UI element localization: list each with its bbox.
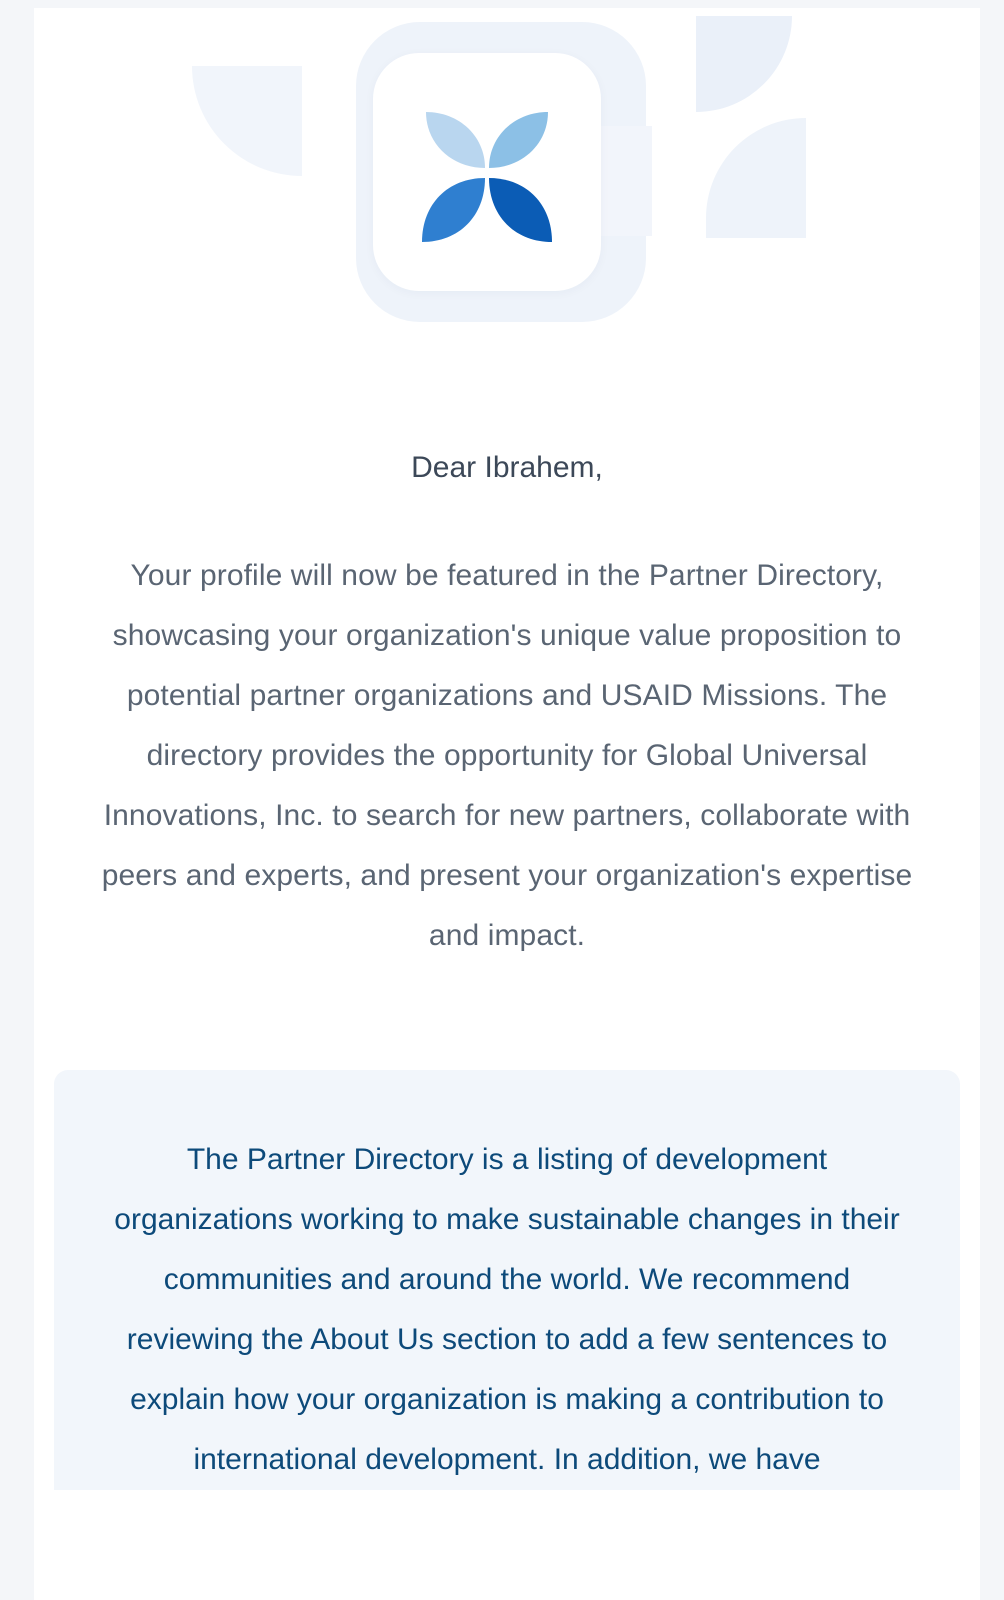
partner-directory-callout — [54, 1070, 960, 1490]
logo-card — [373, 53, 601, 291]
logo-hero-banner — [34, 8, 980, 408]
intro-paragraph: Your profile will now be featured in the Partner Directory, showcasing your organization's unique value proposition to potential partner organizations and USAID Missions. The directory provides the opportunity for Global Universal Innovations, Inc. to search for new partners, collaborate with peers and experts, and present your organization's expertise and impact. — [101, 559, 913, 952]
page-left-edge — [0, 0, 34, 1600]
greeting-line: Dear Ibrahem, — [411, 451, 603, 484]
decorative-shape-left — [192, 66, 302, 176]
page-right-edge — [980, 0, 1004, 1600]
page-top-strip — [0, 0, 1004, 8]
sprout-leaf-icon — [402, 82, 572, 262]
decorative-shape-right — [706, 118, 806, 238]
decorative-shape-top-right — [696, 16, 792, 112]
callout-text: The Partner Directory is a listing of development organizations working to make sustainable changes in their communities and around the world. We recommend reviewing the About Us section to add a few sentences to explain how your organization is making a contribution to international development. In addition, we have — [114, 1143, 900, 1476]
email-body — [34, 408, 980, 1490]
